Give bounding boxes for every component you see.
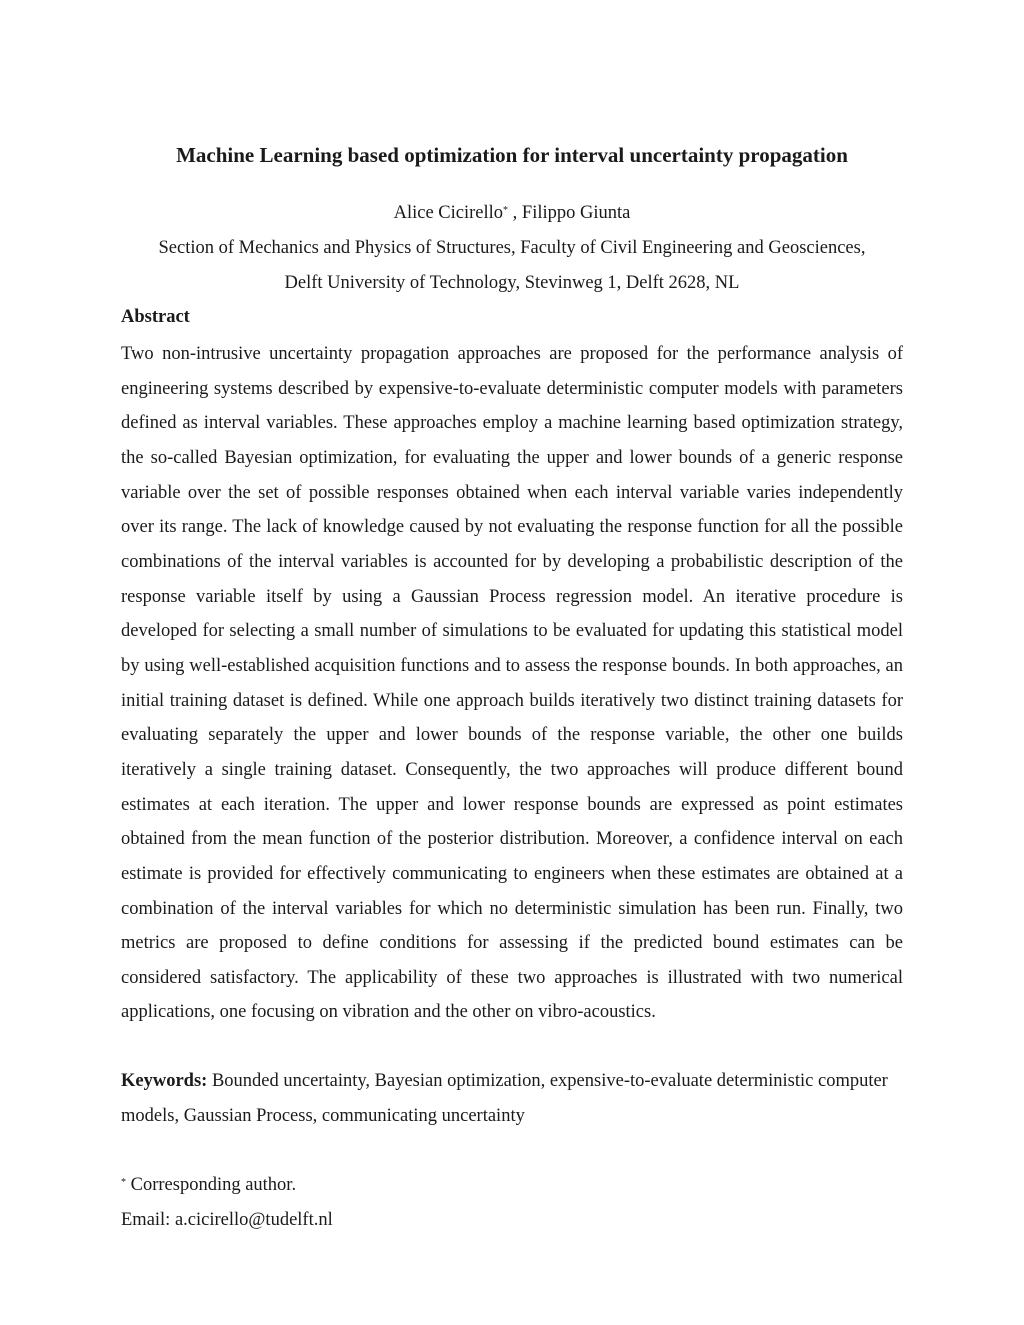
author-1: Alice Cicirello xyxy=(393,203,504,223)
affiliation-line-2: Delft University of Technology, Stevinweg 1, Delft 2628, NL xyxy=(284,273,740,293)
keywords-text: Bounded uncertainty, Bayesian optimization, expensive-to-evaluate deterministic computer models, Gaussian Process, communicating uncertainty xyxy=(121,1071,888,1126)
keywords-label: Keywords: xyxy=(121,1071,208,1091)
affiliation-line-1: Section of Mechanics and Physics of Structures, Faculty of Civil Engineering and Geosciences, xyxy=(158,238,866,258)
keywords xyxy=(121,1064,903,1133)
paper-title: Machine Learning based optimization for interval uncertainty propagation xyxy=(176,143,848,167)
footnote-email: Email: a.cicirello@tudelft.nl xyxy=(121,1210,333,1230)
abstract-body: Two non-intrusive uncertainty propagation approaches are proposed for the performance analysis of engineering systems described by expensive-to-evaluate deterministic computer models with parameters defined as interval variables. These approaches employ a machine learning based optimization strategy, the so-called Bayesian optimization, for evaluating the upper and lower bounds of a generic response variable over the set of possible responses obtained when each interval variable varies independently over its range. The lack of knowledge caused by not evaluating the response function for all the possible combinations of the interval variables is accounted for by developing a probabilistic description of the response variable itself by using a Gaussian Process regression model. An iterative procedure is developed for selecting a small number of simulations to be evaluated for updating this statistical model by using well-established acquisition functions and to assess the response bounds. In both approaches, an initial training dataset is defined. While one approach builds iteratively two distinct training datasets for evaluating separately the upper and lower bounds of the response variable, the other one builds iteratively a single training dataset. Consequently, the two approaches will produce different bound estimates at each iteration. The upper and lower response bounds are expressed as point estimates obtained from the mean function of the posterior distribution. Moreover, a confidence interval on each estimate is provided for effectively communicating to engineers when these estimates are obtained at a combination of the interval variables for which no deterministic simulation has been run. Finally, two metrics are proposed to define conditions for assessing if the predicted bound estimates can be considered satisfactory. The applicability of these two approaches is illustrated with two numerical applications, one focusing on vibration and the other on vibro-acoustics. xyxy=(121,344,903,1023)
corresponding-author-mark: * xyxy=(503,205,509,216)
footnote-mark: * xyxy=(121,1177,126,1188)
author-line xyxy=(0,198,1024,228)
author-2: , Filippo Giunta xyxy=(508,203,631,223)
abstract-heading: Abstract xyxy=(121,307,190,327)
footnote-text: Corresponding author. xyxy=(126,1175,297,1195)
footnote-corresponding-author xyxy=(121,1170,296,1200)
